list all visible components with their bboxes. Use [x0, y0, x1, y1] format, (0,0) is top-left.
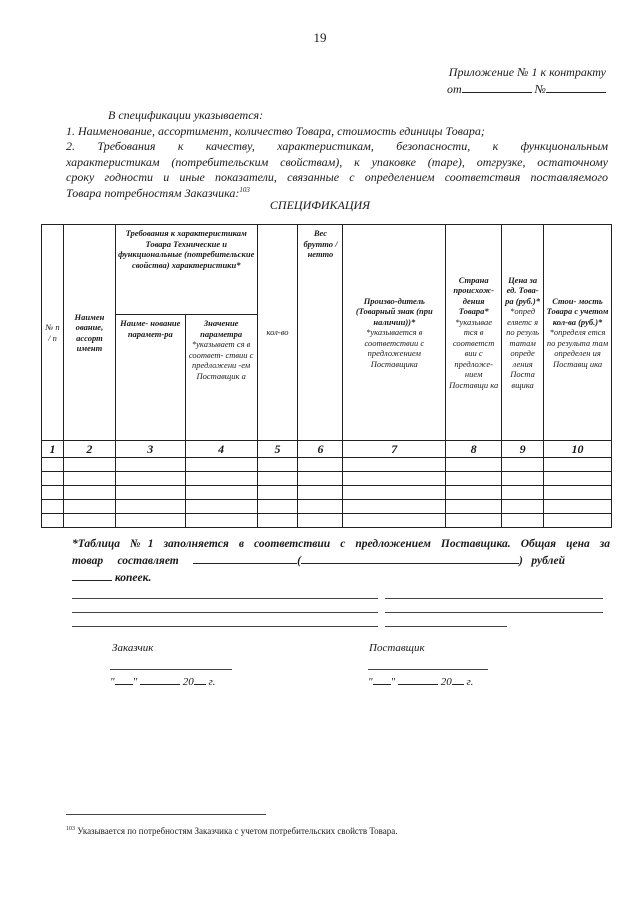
table-row: [42, 514, 612, 528]
total-amount-words-field[interactable]: [301, 552, 519, 564]
table-cell[interactable]: [446, 500, 502, 514]
customer-year-field[interactable]: [194, 673, 206, 685]
footnote-number: 103: [66, 826, 75, 832]
unit-price-title: Цена за ед. Това- ра (руб.)*: [505, 274, 540, 306]
price-note-line-2: [72, 552, 610, 569]
price-note-line-1: *Таблица №1 заполняется в соответствии с предложением Поставщика. Общая цена за: [72, 538, 610, 550]
table-cell[interactable]: [298, 486, 343, 500]
table-cell[interactable]: [257, 472, 298, 486]
table-cell[interactable]: [257, 458, 298, 472]
column-number: 6: [298, 441, 343, 458]
paren-close: ): [518, 555, 523, 567]
price-note: [72, 536, 610, 586]
header-cell-weight: Вес брутто /нетто: [298, 225, 343, 441]
price-note-word-amounts: составляет: [117, 555, 179, 567]
unit-price-note: *опред еляетс я по резуль татам опреде ления Поста вщика: [506, 306, 540, 390]
customer-signature-line[interactable]: [110, 669, 232, 670]
kopecks-field[interactable]: [72, 569, 112, 581]
spec-title: СПЕЦИФИКАЦИЯ: [269, 198, 371, 212]
intro-item-2-line-3: сроку годности и иные показатели, связанные с определением соответствия поставляемого: [66, 170, 608, 184]
column-number: 1: [42, 441, 64, 458]
footnote-ref: 103: [239, 185, 250, 194]
table-cell[interactable]: [343, 458, 446, 472]
supplier-month-field[interactable]: [398, 673, 438, 685]
table-cell[interactable]: [115, 486, 185, 500]
table-cell[interactable]: [42, 500, 64, 514]
fill-line[interactable]: [385, 598, 603, 599]
paren-open: (: [297, 555, 301, 567]
column-number: 10: [544, 441, 612, 458]
table-cell[interactable]: [502, 486, 544, 500]
table-cell[interactable]: [115, 472, 185, 486]
table-cell[interactable]: [115, 514, 185, 528]
column-number: 3: [115, 441, 185, 458]
table-cell[interactable]: [544, 458, 612, 472]
supplier-label: Поставщик: [369, 642, 425, 654]
intro-heading: В спецификации указывается:: [108, 108, 264, 122]
supplier-signature-line[interactable]: [368, 669, 488, 670]
table-cell[interactable]: [298, 500, 343, 514]
manufacturer-title: Произво-дитель (Товарный знак (при наличии))*: [355, 295, 433, 327]
table-cell[interactable]: [63, 500, 115, 514]
appendix-date-field[interactable]: [462, 81, 532, 93]
param-value-note: *указывает ся в соответ- ствии с предложени -ем Поставщик а: [188, 339, 254, 381]
header-cell-total-cost: [544, 225, 612, 441]
supplier-year-field[interactable]: [452, 673, 464, 685]
header-cell-name: Наимен ование, ассорт имент: [63, 225, 115, 441]
intro-item-2-text: Товара потребностям Заказчика:: [66, 185, 240, 200]
total-amount-field[interactable]: [193, 552, 297, 564]
footnote: [66, 826, 398, 836]
table-cell[interactable]: [257, 514, 298, 528]
price-note-word-goods: товар: [72, 555, 104, 567]
table-cell[interactable]: [544, 486, 612, 500]
fill-line[interactable]: [72, 626, 378, 627]
table-row: [42, 458, 612, 472]
table-cell[interactable]: [298, 458, 343, 472]
supplier-day-field[interactable]: [373, 673, 391, 685]
table-row: [42, 472, 612, 486]
table-cell[interactable]: [185, 458, 257, 472]
table-cell[interactable]: [343, 472, 446, 486]
manufacturer-note: *указывается в соответствии с предложением Поставщика: [364, 327, 425, 369]
intro-block: [66, 108, 608, 201]
column-number-row: [42, 441, 612, 458]
appendix-number-field[interactable]: [546, 81, 606, 93]
price-note-line-3: [72, 569, 610, 586]
table-cell[interactable]: [257, 500, 298, 514]
table-cell[interactable]: [63, 472, 115, 486]
table-cell[interactable]: [544, 514, 612, 528]
specification-table: [41, 224, 612, 528]
table-cell[interactable]: [502, 472, 544, 486]
customer-day-field[interactable]: [115, 673, 133, 685]
customer-month-field[interactable]: [140, 673, 180, 685]
table-cell[interactable]: [446, 514, 502, 528]
table-cell[interactable]: [343, 486, 446, 500]
appendix-number-label: №: [534, 82, 546, 96]
country-note: *указывае тся в соответст вии с предложе- нием Поставщи ка: [449, 316, 499, 390]
page-number: 19: [313, 30, 327, 45]
header-cell-quantity: кол-во: [257, 225, 298, 441]
table-cell[interactable]: [185, 472, 257, 486]
table-cell[interactable]: [185, 486, 257, 500]
footnote-separator: [66, 814, 266, 815]
table-cell[interactable]: [63, 486, 115, 500]
footnote-text: Указывается по потребностям Заказчика с учетом потребительских свойств Товара.: [77, 826, 398, 836]
total-cost-title: Стои- мость Товара с учетом кол-ва (руб.)*: [546, 295, 609, 327]
fill-line[interactable]: [385, 612, 603, 613]
table-cell[interactable]: [502, 514, 544, 528]
table-cell[interactable]: [115, 458, 185, 472]
table-cell[interactable]: [185, 500, 257, 514]
table-cell[interactable]: [298, 472, 343, 486]
table-cell[interactable]: [502, 458, 544, 472]
table-cell[interactable]: [42, 472, 64, 486]
table-cell[interactable]: [257, 486, 298, 500]
table-row: [42, 486, 612, 500]
table-cell[interactable]: [446, 472, 502, 486]
table-cell[interactable]: [298, 514, 343, 528]
country-title: Страна происхож- дения Товара*: [453, 274, 494, 317]
column-number: 5: [257, 441, 298, 458]
fill-line[interactable]: [72, 598, 378, 599]
supplier-date: " " 20 г.: [368, 673, 473, 688]
total-cost-note: *определя ется по результа там определен ия Поставщ ика: [546, 327, 609, 369]
table-cell[interactable]: [42, 514, 64, 528]
customer-label: Заказчик: [112, 642, 154, 654]
header-cell-param-value: [185, 315, 257, 441]
table-cell[interactable]: [343, 514, 446, 528]
table-cell[interactable]: [42, 486, 64, 500]
table-cell[interactable]: [185, 514, 257, 528]
table-cell[interactable]: [63, 458, 115, 472]
table-cell[interactable]: [544, 500, 612, 514]
table-cell[interactable]: [63, 514, 115, 528]
header-cell-manufacturer: [343, 225, 446, 441]
kopecks-label: копеек.: [114, 572, 152, 584]
table-row: [42, 500, 612, 514]
rubles-label: рублей: [531, 555, 565, 567]
appendix-date-line: [447, 81, 606, 98]
table-cell[interactable]: [42, 458, 64, 472]
header-cell-number: № п / п: [42, 225, 64, 441]
column-number: 8: [446, 441, 502, 458]
table-cell[interactable]: [446, 458, 502, 472]
header-cell-param-name: Наиме- нование парамет-ра: [115, 315, 185, 441]
header-cell-unit-price: [502, 225, 544, 441]
param-value-title: Значение параметра: [200, 318, 243, 339]
table-cell[interactable]: [544, 472, 612, 486]
table-cell[interactable]: [343, 500, 446, 514]
column-number: 4: [185, 441, 257, 458]
fill-line[interactable]: [72, 612, 378, 613]
customer-date: " " 20 г.: [110, 673, 215, 688]
appendix-header: [447, 64, 606, 98]
table-cell[interactable]: [502, 500, 544, 514]
header-cell-country: [446, 225, 502, 441]
column-number: 2: [63, 441, 115, 458]
table-cell[interactable]: [446, 486, 502, 500]
column-number: 9: [502, 441, 544, 458]
appendix-title: Приложение № 1 к контракту: [448, 65, 606, 79]
fill-line[interactable]: [385, 626, 507, 627]
header-cell-requirements: Требования к характеристикам Товара Технические и функциональные (потребительские свойства) характеристики*: [115, 225, 257, 315]
column-number: 7: [343, 441, 446, 458]
intro-item-1: 1. Наименование, ассортимент, количество Товара, стоимость единицы Товара;: [66, 123, 485, 138]
intro-item-2-line-1: 2. Требования к качеству, характеристикам, безопасности, к функциональным: [66, 139, 608, 153]
appendix-from-label: от: [447, 82, 462, 96]
intro-item-2-line-2: характеристикам (потребительским свойствам), к упаковке (таре), отгрузке, остаточному: [66, 154, 608, 169]
table-cell[interactable]: [115, 500, 185, 514]
